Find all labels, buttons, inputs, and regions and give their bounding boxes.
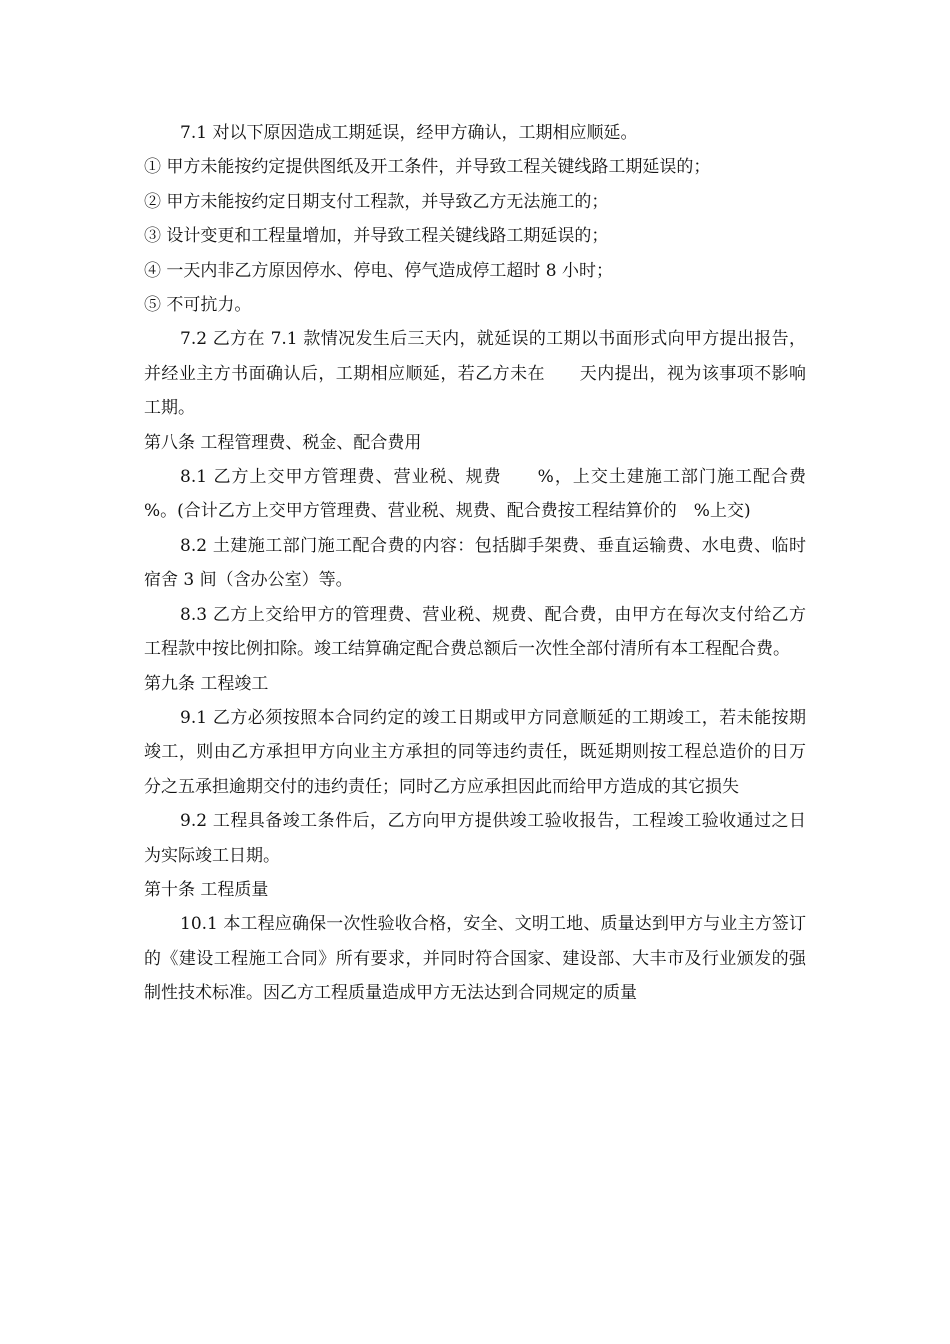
clause-8-3: 8.3 乙方上交给甲方的管理费、营业税、规费、配合费，由甲方在每次支付给乙方工程款中按比例扣除。竣工结算确定配合费总额后一次性全部付清所有本工程配合费。 <box>144 604 806 660</box>
document-page <box>144 116 823 1011</box>
article-8-heading: 第八条 工程管理费、税金、配合费用 <box>144 432 422 453</box>
clause-7-1-item-2: ② 甲方未能按约定日期支付工程款，并导致乙方无法施工的； <box>144 191 609 212</box>
clause-7-1-item-3: ③ 设计变更和工程量增加，并导致工程关键线路工期延误的； <box>144 226 609 247</box>
clause-9-2: 9.2 工程具备竣工条件后，乙方向甲方提供竣工验收报告，工程竣工验收通过之日为实际竣工日期。 <box>144 811 806 866</box>
clause-7-1: 7.1 对以下原因造成工期延误，经甲方确认，工期相应顺延。 <box>180 123 638 143</box>
clause-8-1: 8.1 乙方上交甲方管理费、营业税、规费 %，上交土建施工部门施工配合费 %。(合计乙方上交甲方管理费、营业税、规费、配合费按工程结算价的 %上交) <box>144 467 823 522</box>
clause-10-1: 10.1 本工程应确保一次性验收合格，安全、文明工地、质量达到甲方与业主方签订的《建设工程施工合同》所有要求，并同时符合国家、建设部、大丰市及行业颁发的强制性技术标准。因乙方工程质量造成甲方无法达到合同规定的质量 <box>144 914 806 1004</box>
clause-7-1-item-5: ⑤ 不可抗力。 <box>144 295 252 316</box>
clause-8-2: 8.2 土建施工部门施工配合费的内容：包括脚手架费、垂直运输费、水电费、临时宿舍 3 间（含办公室）等。 <box>144 535 806 591</box>
article-9-heading: 第九条 工程竣工 <box>144 673 269 694</box>
clause-7-1-item-1: ① 甲方未能按约定提供图纸及开工条件，并导致工程关键线路工期延误的； <box>144 157 711 178</box>
clause-7-2: 7.2 乙方在 7.1 款情况发生后三天内，就延误的工期以书面形式向甲方提出报告，并经业主方书面确认后，工期相应顺延，若乙方未在 天内提出，视为该事项不影响工期。 <box>144 329 806 419</box>
clause-9-1: 9.1 乙方必须按照本合同约定的竣工日期或甲方同意顺延的工期竣工，若未能按期竣工，则由乙方承担甲方向业主方承担的同等违约责任，既延期则按工程总造价的日万分之五承担逾期交付的违约责任；同时乙方应承担因此而给甲方造成的其它损失 <box>144 707 806 797</box>
clause-7-1-item-4: ④ 一天内非乙方原因停水、停电、停气造成停工超时 8 小时； <box>144 260 614 281</box>
article-10-heading: 第十条 工程质量 <box>144 879 269 900</box>
